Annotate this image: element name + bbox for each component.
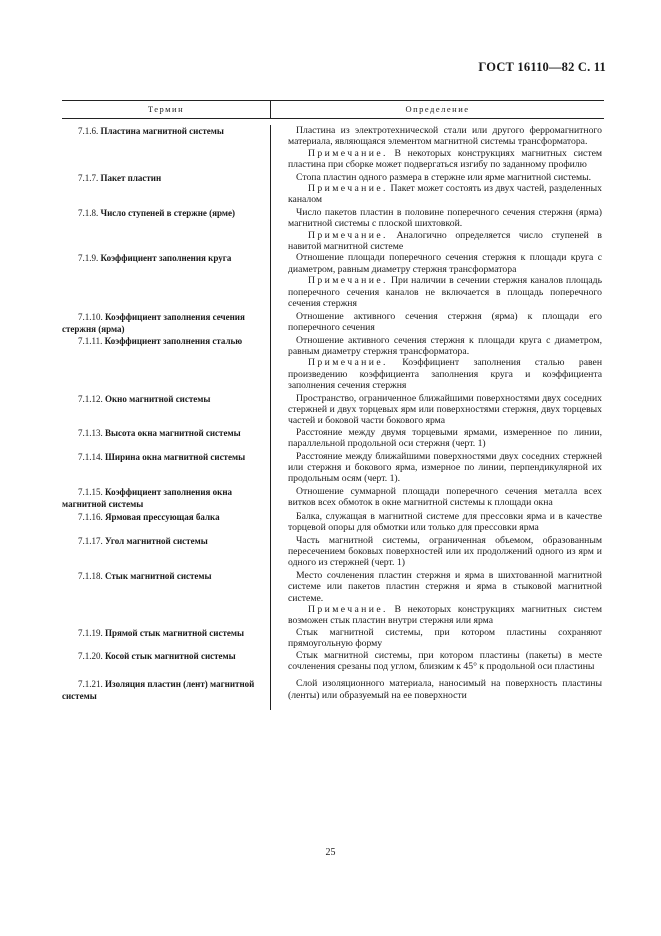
term-number: 7.1.10. (78, 311, 103, 322)
definition-text: Слой изоляционного материала, наносимый на поверхность пластины (ленты) или образуемый на ее поверхности (288, 678, 602, 701)
note-label: Примечание. (308, 275, 388, 287)
term-name: Стык магнитной системы (105, 570, 212, 581)
terms-table (62, 100, 604, 702)
term-name: Изоляция пластин (лент) магнитной системы (62, 679, 255, 702)
term-number: 7.1.15. (78, 486, 103, 497)
term-cell (62, 335, 270, 392)
table-row (62, 393, 604, 427)
term-cell (62, 172, 270, 206)
term-name: Коэффициент заполнения сталью (104, 335, 243, 346)
term-cell (62, 535, 270, 569)
term-cell (62, 486, 270, 510)
column-divider (270, 125, 271, 710)
term-cell (62, 570, 270, 627)
term-name: Коэффициент заполнения круга (100, 253, 232, 264)
definition-cell (270, 451, 604, 485)
table-body (62, 125, 604, 702)
table-row (62, 311, 604, 335)
table-row (62, 535, 604, 569)
term-name: Угол магнитной системы (105, 535, 208, 546)
table-row (62, 427, 604, 450)
note-paragraph (288, 275, 602, 309)
table-row (62, 252, 604, 309)
definition-cell (270, 125, 604, 171)
definition-text: Балка, служащая в магнитной системе для прессовки ярма и в качестве торцевой опоры для обмотки или только для прессовки ярма (288, 510, 602, 534)
definition-cell (270, 570, 604, 627)
note-label: Примечание. (308, 229, 388, 241)
note-text: В некоторых конструкциях магнитных систем пластина при сборке может подвергаться изгибу по заданному профилю (288, 147, 602, 171)
term-cell (62, 311, 270, 335)
definition-cell (270, 511, 604, 534)
term-number: 7.1.16. (78, 511, 103, 522)
note-label: Примечание. (308, 604, 388, 616)
definition-text: Стык магнитной системы, при котором пластины (пакеты) в месте сочленения срезаны под углом, близким к 45° к продольной оси пластины (288, 649, 602, 673)
definition-cell (270, 311, 604, 335)
term-number: 7.1.21. (78, 679, 103, 690)
table-row (62, 486, 604, 510)
definition-text: Стопа пластин одного размера в стержне или ярме магнитной системы. (296, 171, 592, 183)
column-header-definition: Определение (405, 104, 470, 114)
note-paragraph (288, 604, 602, 627)
term-name: Косой стык магнитной системы (105, 650, 236, 661)
definition-text: Место сочленения пластин стержня и ярма в шихтованной магнитной системе или пакетов пластин стержня и ярма в стыковой магнитной системе. (288, 569, 602, 604)
term-number: 7.1.11. (78, 335, 103, 346)
term-number: 7.1.13. (78, 427, 103, 438)
note-text: Пакет может состоять из двух частей, разделенных каналом (288, 183, 603, 206)
term-cell (62, 427, 270, 450)
term-number: 7.1.14. (78, 451, 103, 462)
definition-cell (270, 535, 604, 569)
note-paragraph (288, 183, 602, 206)
term-number: 7.1.20. (78, 650, 103, 661)
term-cell (62, 678, 270, 702)
definition-cell (270, 252, 604, 309)
term-cell (62, 125, 270, 171)
note-text: При наличии в сечении стержня каналов площадь поперечного сечения каналов не включается в площадь поперечного сечения стержня (288, 275, 602, 310)
term-number: 7.1.19. (78, 627, 103, 638)
note-text: Коэффициент заполнения сталью равен произведению коэффициента заполнения круга и коэффициента заполнения сечения стержня (288, 357, 602, 392)
term-name: Окно магнитной системы (105, 393, 211, 404)
definition-text: Отношение активного сечения стержня к площади круга с диаметром, равным диаметру стержня трансформатора. (288, 334, 602, 357)
note-paragraph (288, 357, 602, 391)
term-number: 7.1.6. (78, 126, 99, 136)
definition-text: Отношение суммарной площади поперечного сечения металла всех витков всех обмоток в окне магнитной системы к площади окна (288, 485, 602, 509)
term-cell (62, 393, 270, 427)
definition-cell (270, 207, 604, 253)
term-cell (62, 451, 270, 485)
table-header-row (62, 100, 604, 119)
definition-cell (270, 335, 604, 392)
term-number: 7.1.12. (78, 393, 103, 404)
term-name: Ярмовая прессующая балка (105, 511, 220, 522)
definition-text: Отношение активного сечения стержня (ярма) к площади его поперечного сечения (288, 310, 602, 333)
definition-cell (270, 427, 604, 450)
definition-text: Расстояние между двумя торцевыми ярмами, измеренное по линии, параллельной продольной оси стержня (черт. 1) (288, 426, 602, 450)
definition-cell (270, 172, 604, 206)
definition-cell (270, 627, 604, 650)
definition-text: Отношение площади поперечного сечения стержня к площади круга с диаметром, равным диаметру стержня трансформатора (288, 252, 602, 275)
column-header-term: Термин (62, 101, 271, 118)
table-row (62, 172, 604, 206)
term-name: Пакет пластин (100, 172, 162, 183)
term-name: Пластина магнитной системы (100, 126, 224, 136)
note-text: Аналогично определяется число ступеней в навитой магнитной системе (288, 229, 602, 253)
note-text: В некоторых конструкциях магнитных систем возможен стык пластин внутри стержня или ярма (288, 604, 602, 627)
note-paragraph (288, 230, 602, 253)
definition-text: Число пакетов пластин в половине поперечного сечения стержня (ярма) магнитной системы с плоской шихтовкой. (288, 206, 602, 230)
definition-text: Часть магнитной системы, ограниченная объемом, образованным пересечением боковых поверхностей или их продолжений одного из ярм и одного из стержней (черт. 1) (288, 534, 602, 569)
note-label: Примечание. (308, 147, 388, 159)
term-number: 7.1.7. (78, 172, 99, 183)
definition-cell (270, 678, 604, 702)
table-row (62, 125, 604, 171)
term-name: Высота окна магнитной системы (105, 427, 241, 438)
definition-cell (270, 486, 604, 510)
table-row (62, 207, 604, 253)
term-cell (62, 207, 270, 253)
note-label: Примечание. (308, 357, 388, 369)
table-row (62, 650, 604, 673)
term-cell (62, 627, 270, 650)
definition-cell (270, 650, 604, 673)
definition-text: Пластина из электротехнической стали или другого ферромагнитного материала, являющаяся элементом магнитной системы трансформатора. (288, 125, 602, 148)
term-name: Прямой стык магнитной системы (105, 627, 245, 638)
table-row (62, 678, 604, 702)
table-row (62, 511, 604, 534)
standard-header: ГОСТ 16110—82 С. 11 (478, 60, 606, 74)
table-row (62, 335, 604, 392)
note-paragraph (288, 148, 602, 171)
definition-text: Расстояние между ближайшими поверхностями двух соседних стержней или стержня и бокового ярма, измерное по линии, перпендикулярной их продольным осям (черт. 1). (288, 450, 602, 485)
definition-text: Стык магнитной системы, при котором пластины сохраняют прямоугольную форму (288, 626, 602, 650)
note-label: Примечание. (308, 183, 388, 195)
term-name: Число ступеней в стержне (ярме) (100, 207, 236, 218)
term-name: Коэффициент заполнения сечения стержня (ярма) (62, 311, 245, 334)
term-name: Ширина окна магнитной системы (105, 451, 246, 462)
definition-cell (270, 393, 604, 427)
term-number: 7.1.8. (78, 207, 99, 218)
term-number: 7.1.9. (78, 253, 99, 264)
term-cell (62, 252, 270, 309)
page-number: 25 (325, 847, 336, 858)
term-name: Коэффициент заполнения окна магнитной системы (62, 486, 233, 509)
term-number: 7.1.17. (78, 535, 103, 546)
definition-text: Пространство, ограниченное ближайшими поверхностями двух соседних стержней и двух торцевых ярм или поверхностями стержня, двух торцевых частей и боковой части бокового ярма (288, 392, 602, 427)
term-cell (62, 650, 270, 673)
table-row (62, 570, 604, 627)
term-number: 7.1.18. (78, 570, 103, 581)
table-row (62, 451, 604, 485)
table-row (62, 627, 604, 650)
term-cell (62, 511, 270, 534)
